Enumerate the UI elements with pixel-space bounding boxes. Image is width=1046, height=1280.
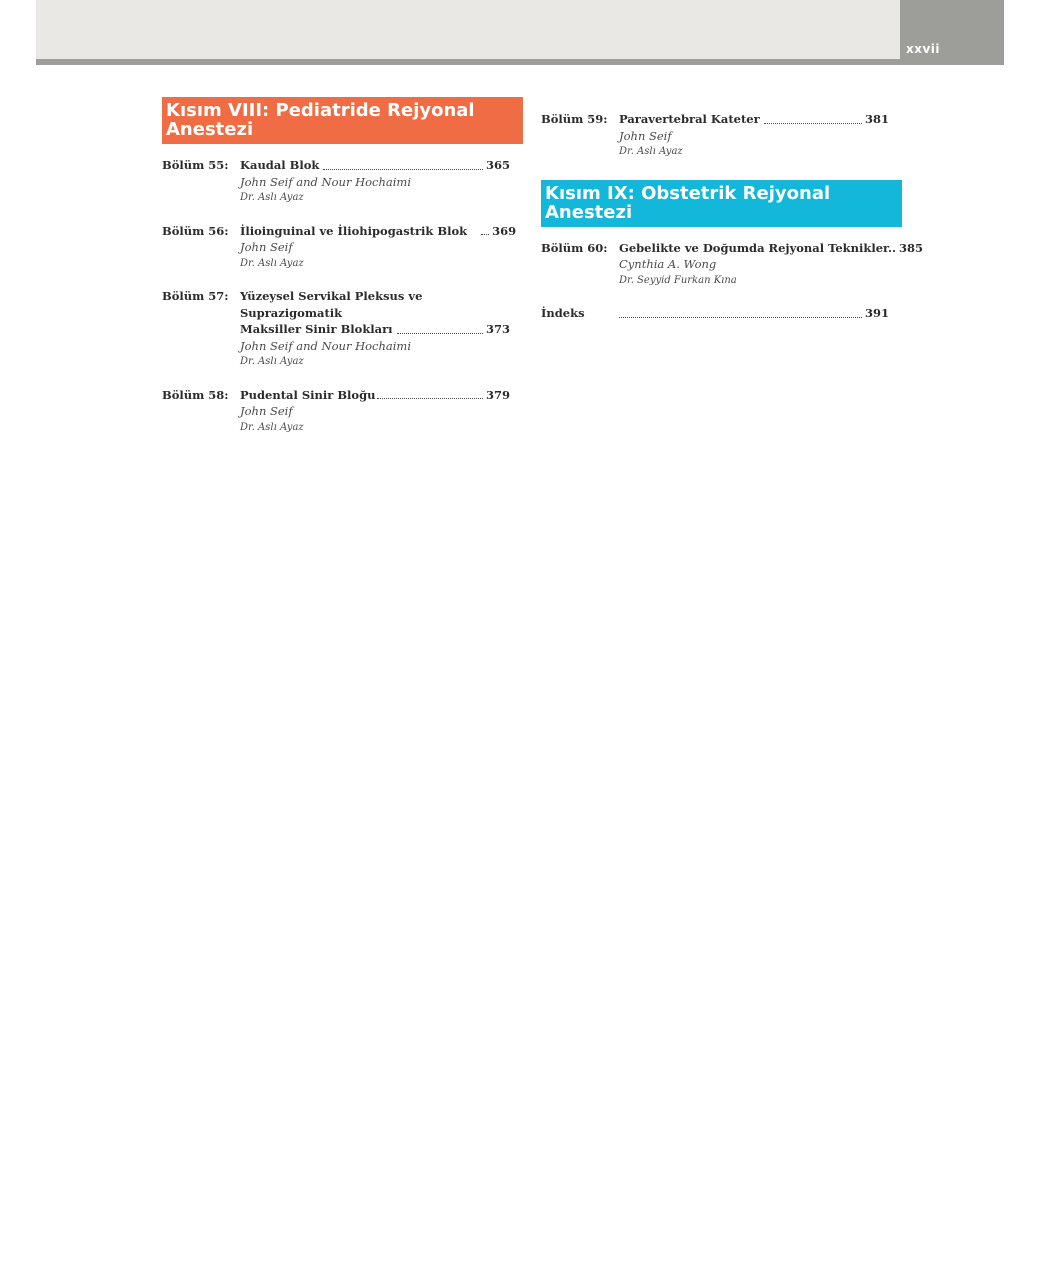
toc-entry-58[interactable]	[162, 387, 523, 437]
dot-leader	[397, 333, 483, 334]
toc-right-column	[541, 111, 924, 338]
part-heading-ix: Kısım IX: Obstetrik Rejyonal Anestezi	[541, 180, 902, 227]
chapter-translator: Dr. Aslı Ayaz	[240, 356, 304, 367]
chapter-title[interactable]: Maksiller Sinir Blokları	[240, 322, 393, 336]
page-ref: 365	[485, 158, 510, 172]
chapter-author: John Seif	[619, 128, 672, 143]
chapter-number: Bölüm 56:	[162, 223, 229, 238]
chapter-translator: Dr. Aslı Ayaz	[240, 257, 304, 269]
toc-entry-55[interactable]	[162, 157, 523, 207]
dot-leader	[764, 123, 862, 124]
chapter-number: Bölüm 60:	[541, 240, 608, 255]
chapter-number: Bölüm 55:	[162, 158, 229, 172]
chapter-title[interactable]: Kaudal Blok	[240, 158, 320, 172]
chapter-title[interactable]: İlioinguinal ve İliohipogastrik Blok	[240, 223, 468, 238]
chapter-author: John Seif	[240, 404, 293, 418]
index-label: İndeks	[541, 306, 585, 320]
toc-entry-56[interactable]	[162, 223, 523, 273]
page-ref: 385	[899, 240, 924, 255]
page-ref: 379	[485, 387, 510, 402]
page-ref: 391	[864, 306, 889, 320]
dot-leader	[619, 317, 862, 318]
chapter-title-line-1[interactable]: Yüzeysel Servikal Pleksus ve Suprazigomatik	[240, 289, 423, 320]
chapter-number: Bölüm 58:	[162, 387, 229, 402]
toc-left-column	[162, 97, 523, 452]
toc-entry-60[interactable]	[541, 240, 924, 290]
page-number: xxvii	[906, 42, 941, 56]
dot-leader	[377, 398, 483, 399]
chapter-number: Bölüm 59:	[541, 112, 608, 126]
page-ref: 381	[864, 112, 889, 126]
dot-leader	[323, 169, 483, 170]
header-rule	[36, 59, 1004, 65]
chapter-title[interactable]: Pudental Sinir Bloğu	[240, 387, 376, 402]
chapter-author: John Seif	[240, 240, 293, 254]
page-ref: 369	[492, 223, 517, 238]
dot-leader	[481, 234, 489, 235]
page-ref: 373	[485, 322, 510, 336]
chapter-translator: Dr. Seyyid Furkan Kına	[619, 274, 737, 286]
chapter-author: Cynthia A. Wong	[619, 257, 717, 271]
toc-entry-index[interactable]	[541, 305, 902, 322]
chapter-number: Bölüm 57:	[162, 289, 229, 303]
chapter-translator: Dr. Aslı Ayaz	[240, 192, 304, 203]
chapter-translator: Dr. Aslı Ayaz	[619, 146, 683, 157]
chapter-title[interactable]: Gebelikte ve Doğumda Rejyonal Teknikler..	[619, 240, 897, 255]
chapter-translator: Dr. Aslı Ayaz	[240, 421, 304, 433]
toc-entry-59[interactable]	[541, 111, 902, 161]
chapter-author: John Seif and Nour Hochaimi	[240, 174, 412, 189]
toc-entry-57[interactable]	[162, 288, 523, 371]
part-heading-viii: Kısım VIII: Pediatride Rejyonal Anestezi	[162, 97, 523, 144]
chapter-title[interactable]: Paravertebral Kateter	[619, 112, 760, 126]
chapter-author: John Seif and Nour Hochaimi	[240, 338, 412, 353]
header-band	[36, 0, 900, 59]
